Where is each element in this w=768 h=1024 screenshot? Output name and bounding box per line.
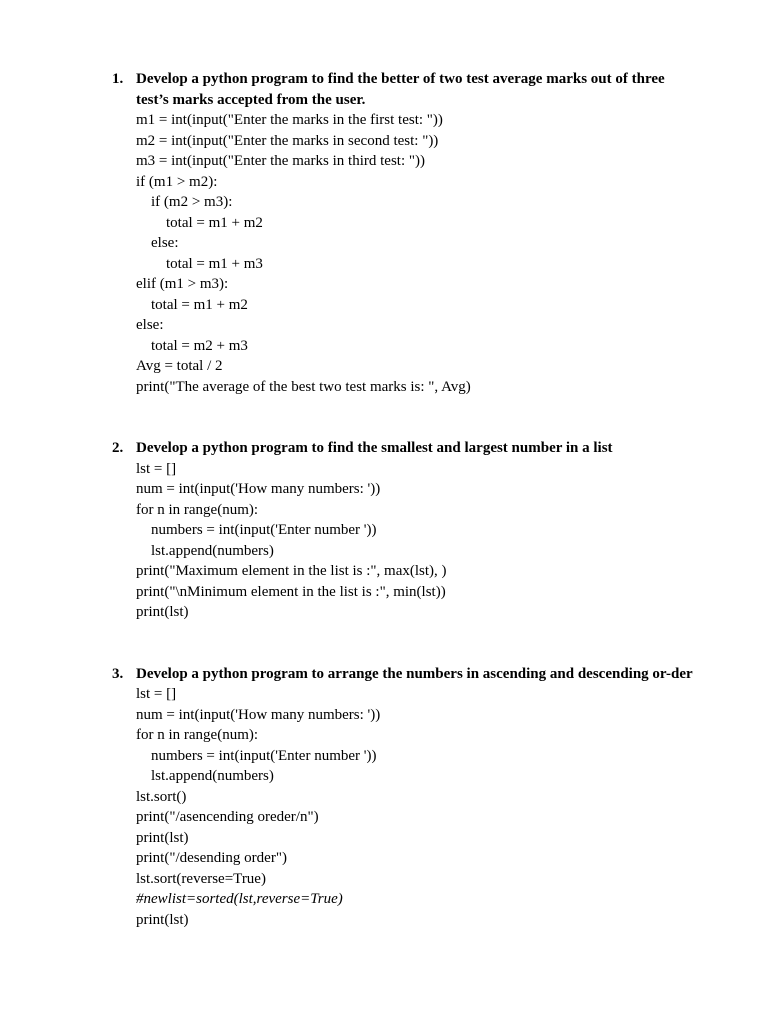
code-line: lst.append(numbers) [136, 542, 274, 559]
code-line: for n in range(num): [136, 727, 259, 743]
code-line: total = m1 + m2 [136, 296, 248, 313]
code-line: m3 = int(input("Enter the marks in third test: ")) [136, 153, 425, 169]
code-block [136, 459, 696, 623]
code-line: else: [136, 235, 179, 251]
section-spacer [0, 397, 768, 438]
code-line: print("/desending order") [136, 850, 287, 866]
code-line: print(lst) [136, 911, 189, 928]
code-line: print(lst) [136, 829, 189, 846]
code-line: for n in range(num): [136, 501, 259, 518]
code-line: total = m2 + m3 [136, 337, 248, 354]
code-line: lst.append(numbers) [136, 768, 274, 784]
code-line: Avg = total / 2 [136, 358, 223, 374]
code-line: else: [136, 317, 164, 333]
code-line: num = int(input('How many numbers: ')) [136, 481, 381, 497]
section-spacer [0, 623, 768, 664]
code-line: lst.sort() [136, 788, 187, 805]
code-line: lst = [] [136, 460, 177, 477]
code-line: print("\nMinimum element in the list is :", min(lst)) [136, 583, 446, 600]
code-line: print("The average of the best two test marks is: ", Avg) [136, 378, 471, 395]
code-line: print(lst) [136, 604, 189, 620]
question-2 [112, 438, 696, 623]
question-title: Develop a python program to find the better of two test average marks out of three test’s marks accepted from the user. [136, 71, 665, 108]
code-line: if (m1 > m2): [136, 173, 218, 190]
code-comment-line: #newlist=sorted(lst,reverse=True) [136, 891, 343, 907]
question-number: 1. [112, 71, 124, 87]
code-line: numbers = int(input('Enter number ')) [136, 522, 377, 538]
code-line: numbers = int(input('Enter number ')) [136, 747, 377, 764]
code-line: elif (m1 > m3): [136, 276, 229, 292]
code-block [136, 110, 696, 397]
question-3 [112, 664, 696, 931]
code-line: total = m1 + m2 [136, 214, 263, 231]
code-line: print("/asencending oreder/n") [136, 809, 319, 825]
code-line: lst = [] [136, 686, 177, 702]
code-line: total = m1 + m3 [136, 255, 263, 272]
code-block [136, 684, 696, 930]
code-line: lst.sort(reverse=True) [136, 870, 266, 887]
code-line: if (m2 > m3): [136, 194, 233, 210]
code-line: m2 = int(input("Enter the marks in second test: ")) [136, 132, 439, 149]
code-line: print("Maximum element in the list is :", max(lst), ) [136, 563, 447, 579]
question-1 [112, 69, 696, 397]
question-title: Develop a python program to find the smallest and largest number in a list [136, 440, 613, 456]
question-title: Develop a python program to arrange the numbers in ascending and descending or-der [136, 665, 693, 682]
question-number: 3. [112, 665, 124, 682]
question-number: 2. [112, 440, 124, 456]
code-line: num = int(input('How many numbers: ')) [136, 706, 381, 723]
code-line: m1 = int(input("Enter the marks in the first test: ")) [136, 112, 443, 128]
